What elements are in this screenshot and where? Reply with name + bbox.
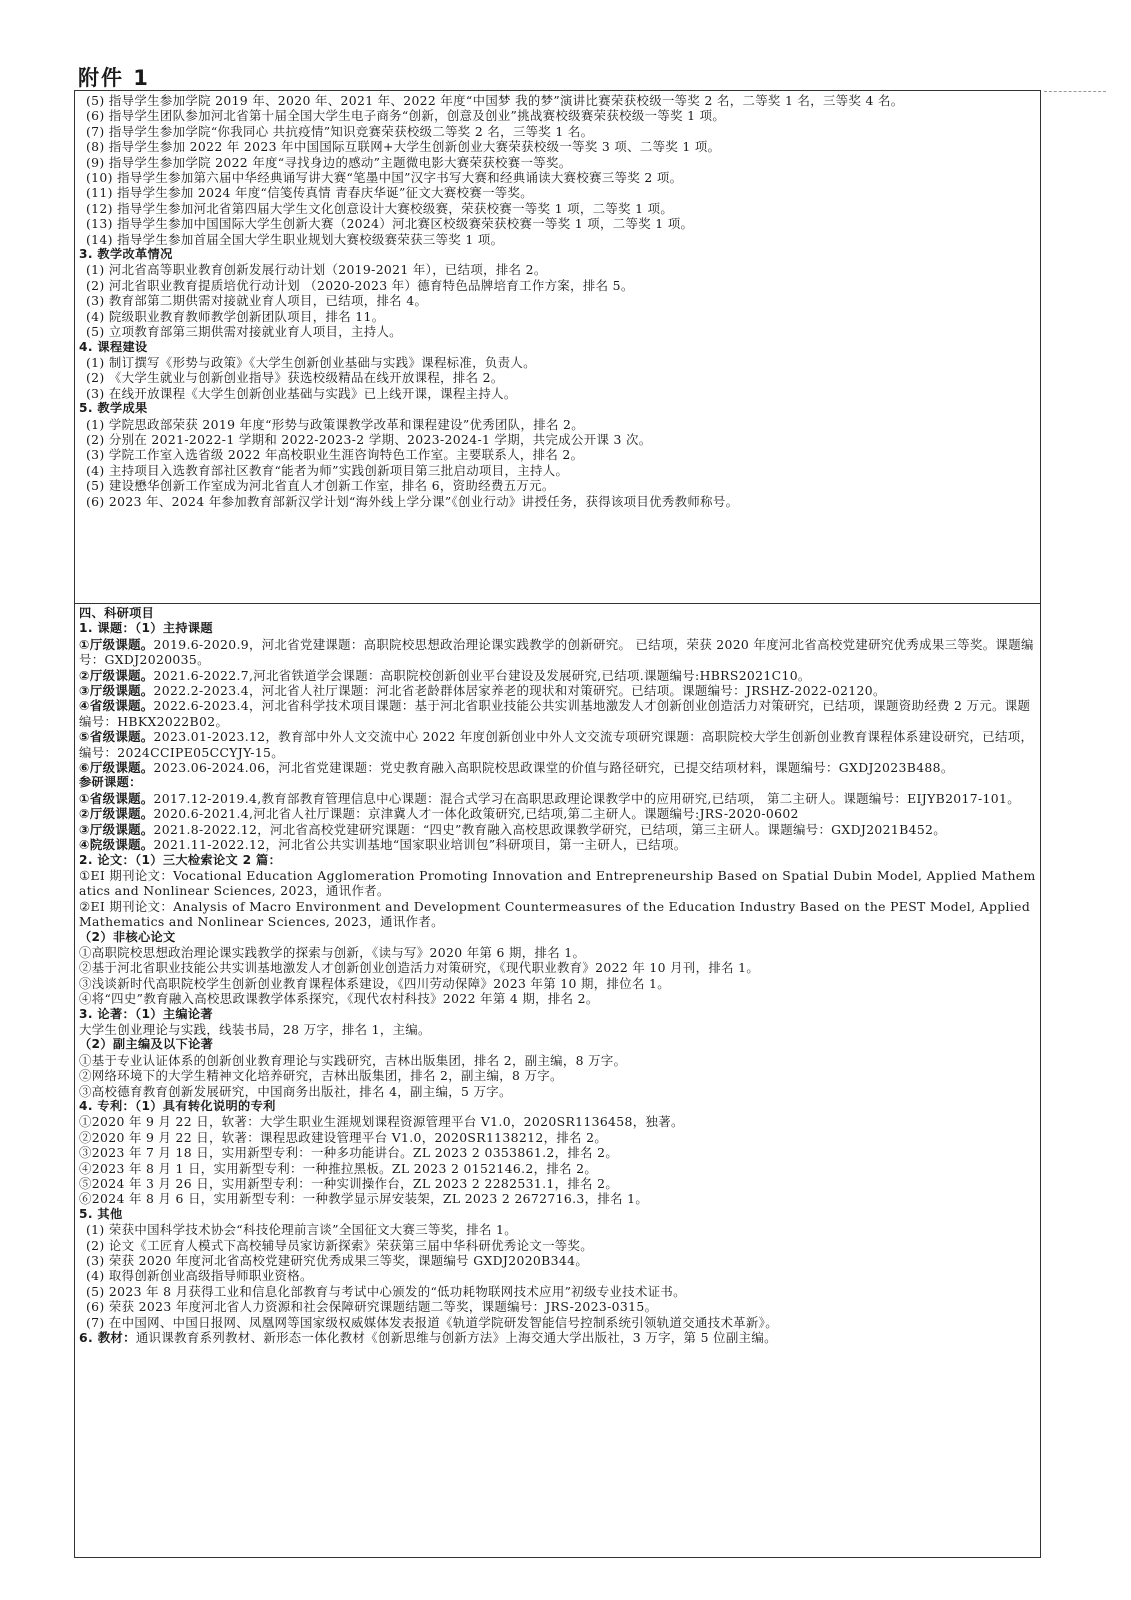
list-item: ②基于河北省职业技能公共实训基地激发人才创新创业创造活力对策研究，《现代职业教育》2022 年 10 月刊，排名 1。 bbox=[79, 960, 760, 976]
list-item: (7) 在中国网、中国日报网、凤凰网等国家级权威媒体发表报道《轨道学院研发智能信号控制系统引领轨道交通技术革新》。 bbox=[86, 1314, 778, 1330]
list-item: (3) 教育部第二期供需对接就业育人项目，已结项，排名 4。 bbox=[86, 293, 428, 309]
item-label: ⑤省级课题。 bbox=[79, 729, 154, 745]
list-item: ④将“四史”教育融入高校思政课教学体系探究，《现代农村科技》2022 年第 4 期，排名 2。 bbox=[79, 991, 599, 1007]
item-label: ②厅级课题。 bbox=[79, 667, 154, 683]
list-item: ④2023 年 8 月 1 日，实用新型专利：一种推拉黑板。ZL 2023 2 0152146.2，排名 2。 bbox=[79, 1160, 598, 1176]
list-item: (4) 主持项目入选教育部社区教育“能者为师”实践创新项目第三批启动项目，主持人。 bbox=[86, 462, 569, 478]
list-item: (3) 在线开放课程《大学生创新创业基础与实践》已上线开课，课程主持人。 bbox=[86, 385, 517, 401]
list-item bbox=[79, 637, 1036, 668]
list-item: ①EI 期刊论文：Vocational Education Agglomeration Promoting Innovation and Entrepreneurship Based on Spatial Dubin Model, Applied Mathematics and Nonlinear Sciences, 2023，通讯作者。 bbox=[79, 867, 1036, 899]
section-heading: 3. 论著：（1）主编论著 bbox=[79, 1006, 213, 1021]
list-item: (2) 分别在 2021-2022-1 学期和 2022-2023-2 学期、2023-2024-1 学期，共完成公开课 3 次。 bbox=[86, 431, 652, 447]
list-item: ②EI 期刊论文：Analysis of Macro Environment and Development Countermeasures of the Education Industry Based on the PEST Model, Applied Mathematics and Nonlinear Sciences, 2023，通讯作者。 bbox=[79, 898, 1031, 930]
item-text: 2023.06-2024.06，河北省党建课题：党史教育融入高职院校思政课堂的价值与路径研究，已提交结项材料，课题编号：GXDJ2023B488。 bbox=[153, 760, 954, 776]
item-text: 2021.11-2022.12，河北省公共实训基地“国家职业培训包”科研项目，第一主研人，已结项。 bbox=[153, 837, 687, 853]
list-item: (13) 指导学生参加中国国际大学生创新大赛（2024）河北赛区校级赛荣获校赛一等奖 1 项，二等奖 1 项。 bbox=[86, 216, 694, 232]
section-heading: （2）副主编及以下论著 bbox=[79, 1037, 214, 1052]
item-text: 通识课教育系列教材、新形态一体化教材《创新思维与创新方法》上海交通大学出版社，3 万字，第 5 位副主编。 bbox=[135, 1330, 777, 1346]
margin-dashed-line bbox=[1044, 91, 1106, 92]
list-item: ①高职院校思想政治理论课实践教学的探索与创新，《读与写》2020 年第 6 期，排名 1。 bbox=[79, 944, 586, 960]
list-item bbox=[79, 698, 1036, 729]
list-item bbox=[79, 729, 1036, 760]
section-heading: 2. 论文：（1）三大检索论文 2 篇： bbox=[79, 852, 282, 867]
list-item bbox=[79, 822, 1036, 837]
item-text: 2022.6-2023.4，河北省科学技术项目课题：基于河北省职业技能公共实训基地激发人才创新创业创造活力对策研究，已结项，课题资助经费 2 万元。课题编号：HBKX2022B02。 bbox=[79, 698, 1031, 729]
list-item: ①基于专业认证体系的创新创业教育理论与实践研究，吉林出版集团，排名 2，副主编，8 万字。 bbox=[79, 1052, 627, 1068]
list-item bbox=[79, 1330, 1036, 1345]
list-item bbox=[79, 668, 1036, 683]
list-item: (5) 立项教育部第三期供需对接就业育人项目，主持人。 bbox=[86, 324, 402, 340]
section-heading: （2）非核心论文 bbox=[79, 929, 176, 944]
list-item: (5) 建设懋华创新工作室成为河北省直人才创新工作室，排名 6，资助经费五万元。 bbox=[86, 478, 555, 494]
list-item: ⑥2024 年 8 月 6 日，实用新型专利：一种教学显示屏安装架，ZL 2023 2 2672716.3，排名 1。 bbox=[79, 1191, 649, 1207]
list-item bbox=[79, 760, 1036, 775]
section-heading: 5. 教学成果 bbox=[79, 401, 148, 416]
list-item: (6) 荣获 2023 年度河北省人力资源和社会保障研究课题结题二等奖，课题编号：JRS-2023-0315。 bbox=[86, 1299, 658, 1315]
list-item: (1) 荣获中国科学技术协会“科技伦理前言谈”全国征文大赛三等奖，排名 1。 bbox=[86, 1222, 517, 1238]
item-label: ①省级课题。 bbox=[79, 790, 154, 806]
list-item: ③2023 年 7 月 18 日，实用新型专利：一种多功能讲台。ZL 2023 2 0353861.2，排名 2。 bbox=[79, 1145, 619, 1161]
item-label: ④院级课题。 bbox=[79, 837, 154, 853]
item-label: 6. 教材： bbox=[79, 1330, 136, 1346]
list-item: (7) 指导学生参加学院“你我同心 共抗疫情”知识竞赛荣获校级二等奖 2 名，三等奖 1 名。 bbox=[86, 123, 594, 139]
attachment-title: 附件 1 bbox=[78, 66, 150, 90]
list-item: (10) 指导学生参加第六届中华经典诵写讲大赛“笔墨中国”汉字书写大赛和经典诵读大赛校赛三等奖 2 项。 bbox=[86, 170, 683, 186]
item-text: 2022.2-2023.4，河北省人社厅课题：河北省老龄群体居家养老的现状和对策研究。已结项。课题编号：JRSHZ-2022-02120。 bbox=[153, 683, 886, 699]
item-label: ③厅级课题。 bbox=[79, 821, 154, 837]
research-projects-section bbox=[75, 603, 1040, 1557]
list-item: (1) 学院思政部荣获 2019 年度“形势与政策课教学改革和课程建设”优秀团队，排名 2。 bbox=[86, 416, 584, 432]
list-item: 大学生创业理论与实践，线装书局，28 万字，排名 1，主编。 bbox=[79, 1021, 431, 1037]
list-item: (12) 指导学生参加河北省第四届大学生文化创意设计大赛校级赛，荣获校赛一等奖 1 项，二等奖 1 项。 bbox=[86, 200, 674, 216]
list-item bbox=[79, 683, 1036, 698]
teaching-achievements-section bbox=[75, 91, 1040, 603]
list-item: (2) 《大学生就业与创新创业指导》获选校级精品在线开放课程，排名 2。 bbox=[86, 370, 504, 386]
list-item: ②网络环境下的大学生精神文化培养研究，吉林出版集团，排名 2，副主编，8 万字。 bbox=[79, 1068, 563, 1084]
list-item: ②2020 年 9 月 22 日，软著：课程思政建设管理平台 V1.0，2020SR1138212，排名 2。 bbox=[79, 1129, 608, 1145]
list-item bbox=[79, 791, 1036, 806]
item-label: ②厅级课题。 bbox=[79, 806, 154, 822]
list-item: ⑤2024 年 3 月 26 日，实用新型专利：一种实训操作台，ZL 2023 2 2282531.1，排名 2。 bbox=[79, 1176, 619, 1192]
item-text: 2017.12-2019.4,教育部教育管理信息中心课题：混合式学习在高职思政理论课教学中的应用研究,已结项， 第二主研人。课题编号：EIJYB2017-101。 bbox=[153, 790, 1020, 806]
list-item: ①2020 年 9 月 22 日，软著：大学生职业生涯规划课程资源管理平台 V1.0，2020SR1136458，独著。 bbox=[79, 1114, 684, 1130]
item-text: 2021.6-2022.7,河北省铁道学会课题：高职院校创新创业平台建设及发展研究,已结项.课题编号:HBRS2021C10。 bbox=[153, 667, 811, 683]
section-heading: 参研课题： bbox=[79, 775, 142, 790]
section-heading: 5. 其他 bbox=[79, 1206, 123, 1221]
item-text: 2019.6-2020.9，河北省党建课题：高职院校思想政治理论课实践教学的创新研究。 已结项，荣获 2020 年度河北省高校党建研究优秀成果三等奖。课题编号：GXDJ2020035。 bbox=[79, 636, 1034, 668]
section-heading: 4. 专利：（1）具有转化说明的专利 bbox=[79, 1099, 276, 1113]
list-item: (9) 指导学生参加学院 2022 年度“寻找身边的感动”主题微电影大赛荣获校赛一等奖。 bbox=[86, 154, 572, 170]
item-text: 2023.01-2023.12，教育部中外人文交流中心 2022 年度创新创业中外人文交流专项研究课题：高职院校大学生创新创业教育课程体系建设研究，已结项，编号：2024CCIPE05CCYJY-15。 bbox=[79, 729, 1034, 760]
list-item: (3) 荣获 2020 年度河北省高校党建研究优秀成果三等奖，课题编号 GXDJ2020B344。 bbox=[86, 1253, 589, 1269]
list-item: (4) 取得创新创业高级指导师职业资格。 bbox=[86, 1268, 313, 1284]
item-label: ③厅级课题。 bbox=[79, 683, 154, 699]
item-text: 2020.6-2021.4,河北省人社厅课题：京津冀人才一体化政策研究,已结项,第二主研人。课题编号:JRS-2020-0602 bbox=[153, 806, 799, 822]
section-heading: 3. 教学改革情况 bbox=[79, 247, 173, 262]
list-item bbox=[79, 806, 1036, 821]
list-item: (5) 指导学生参加学院 2019 年、2020 年、2021 年、2022 年度“中国梦 我的梦”演讲比赛荣获校级一等奖 2 名，二等奖 1 名，三等奖 4 名。 bbox=[86, 93, 904, 108]
section-heading: 4. 课程建设 bbox=[79, 339, 148, 354]
list-item: (3) 学院工作室入选省级 2022 年高校职业生涯咨询特色工作室。主要联系人，排名 2。 bbox=[86, 447, 584, 463]
list-item: (8) 指导学生参加 2022 年 2023 年中国国际互联网+大学生创新创业大赛荣获校级一等奖 3 项、二等奖 1 项。 bbox=[86, 139, 721, 155]
list-item: (1) 河北省高等职业教育创新发展行动计划（2019-2021 年），已结项，排名 2。 bbox=[86, 262, 547, 278]
list-item: (2) 河北省职业教育提质培优行动计划 （2020-2023 年）德育特色品牌培育工作方案，排名 5。 bbox=[86, 277, 634, 293]
list-item: (6) 指导学生团队参加河北省第十届全国大学生电子商务“创新，创意及创业”挑战赛校级赛荣获校级一等奖 1 项。 bbox=[86, 108, 726, 124]
item-label: ①厅级课题。 bbox=[79, 636, 154, 652]
list-item: ③浅谈新时代高职院校学生创新创业教育课程体系建设，《四川劳动保障》2023 年第 10 期，排位名 1。 bbox=[79, 975, 670, 991]
list-item: (5) 2023 年 8 月获得工业和信息化部教育与考试中心颁发的“低功耗物联网技术应用”初级专业技术证书。 bbox=[86, 1283, 686, 1299]
list-item: (14) 指导学生参加首届全国大学生职业规划大赛校级赛荣获三等奖 1 项。 bbox=[86, 231, 504, 247]
item-text: 2021.8-2022.12，河北省高校党建研究课题：“四史”教育融入高校思政课教学研究，已结项，第三主研人。课题编号：GXDJ2021B452。 bbox=[153, 821, 947, 837]
item-label: ⑥厅级课题。 bbox=[79, 760, 154, 776]
list-item: ③高校德育教育创新发展研究，中国商务出版社，排名 4，副主编，5 万字。 bbox=[79, 1083, 512, 1099]
list-item: (4) 院级职业教育教师教学创新团队项目，排名 11。 bbox=[86, 308, 385, 324]
list-item bbox=[79, 837, 1036, 852]
section-heading: 1. 课题：（1）主持课题 bbox=[79, 621, 213, 636]
document-table bbox=[74, 90, 1041, 1558]
list-item: (11) 指导学生参加 2024 年度“信笺传真情 青春庆华诞”征文大赛校赛一等奖。 bbox=[86, 185, 534, 201]
list-item: (6) 2023 年、2024 年参加教育部新汉学计划“海外线上学分课”《创业行动》讲授任务，获得该项目优秀教师称号。 bbox=[86, 493, 739, 509]
section-heading: 四、科研项目 bbox=[79, 606, 155, 620]
list-item: (1) 制订撰写《形势与政策》《大学生创新创业基础与实践》课程标准，负责人。 bbox=[86, 354, 536, 370]
item-label: ④省级课题。 bbox=[79, 698, 154, 714]
list-item: (2) 论文《工匠育人模式下高校辅导员家访新探索》荣获第三届中华科研优秀论文一等奖。 bbox=[86, 1237, 594, 1253]
